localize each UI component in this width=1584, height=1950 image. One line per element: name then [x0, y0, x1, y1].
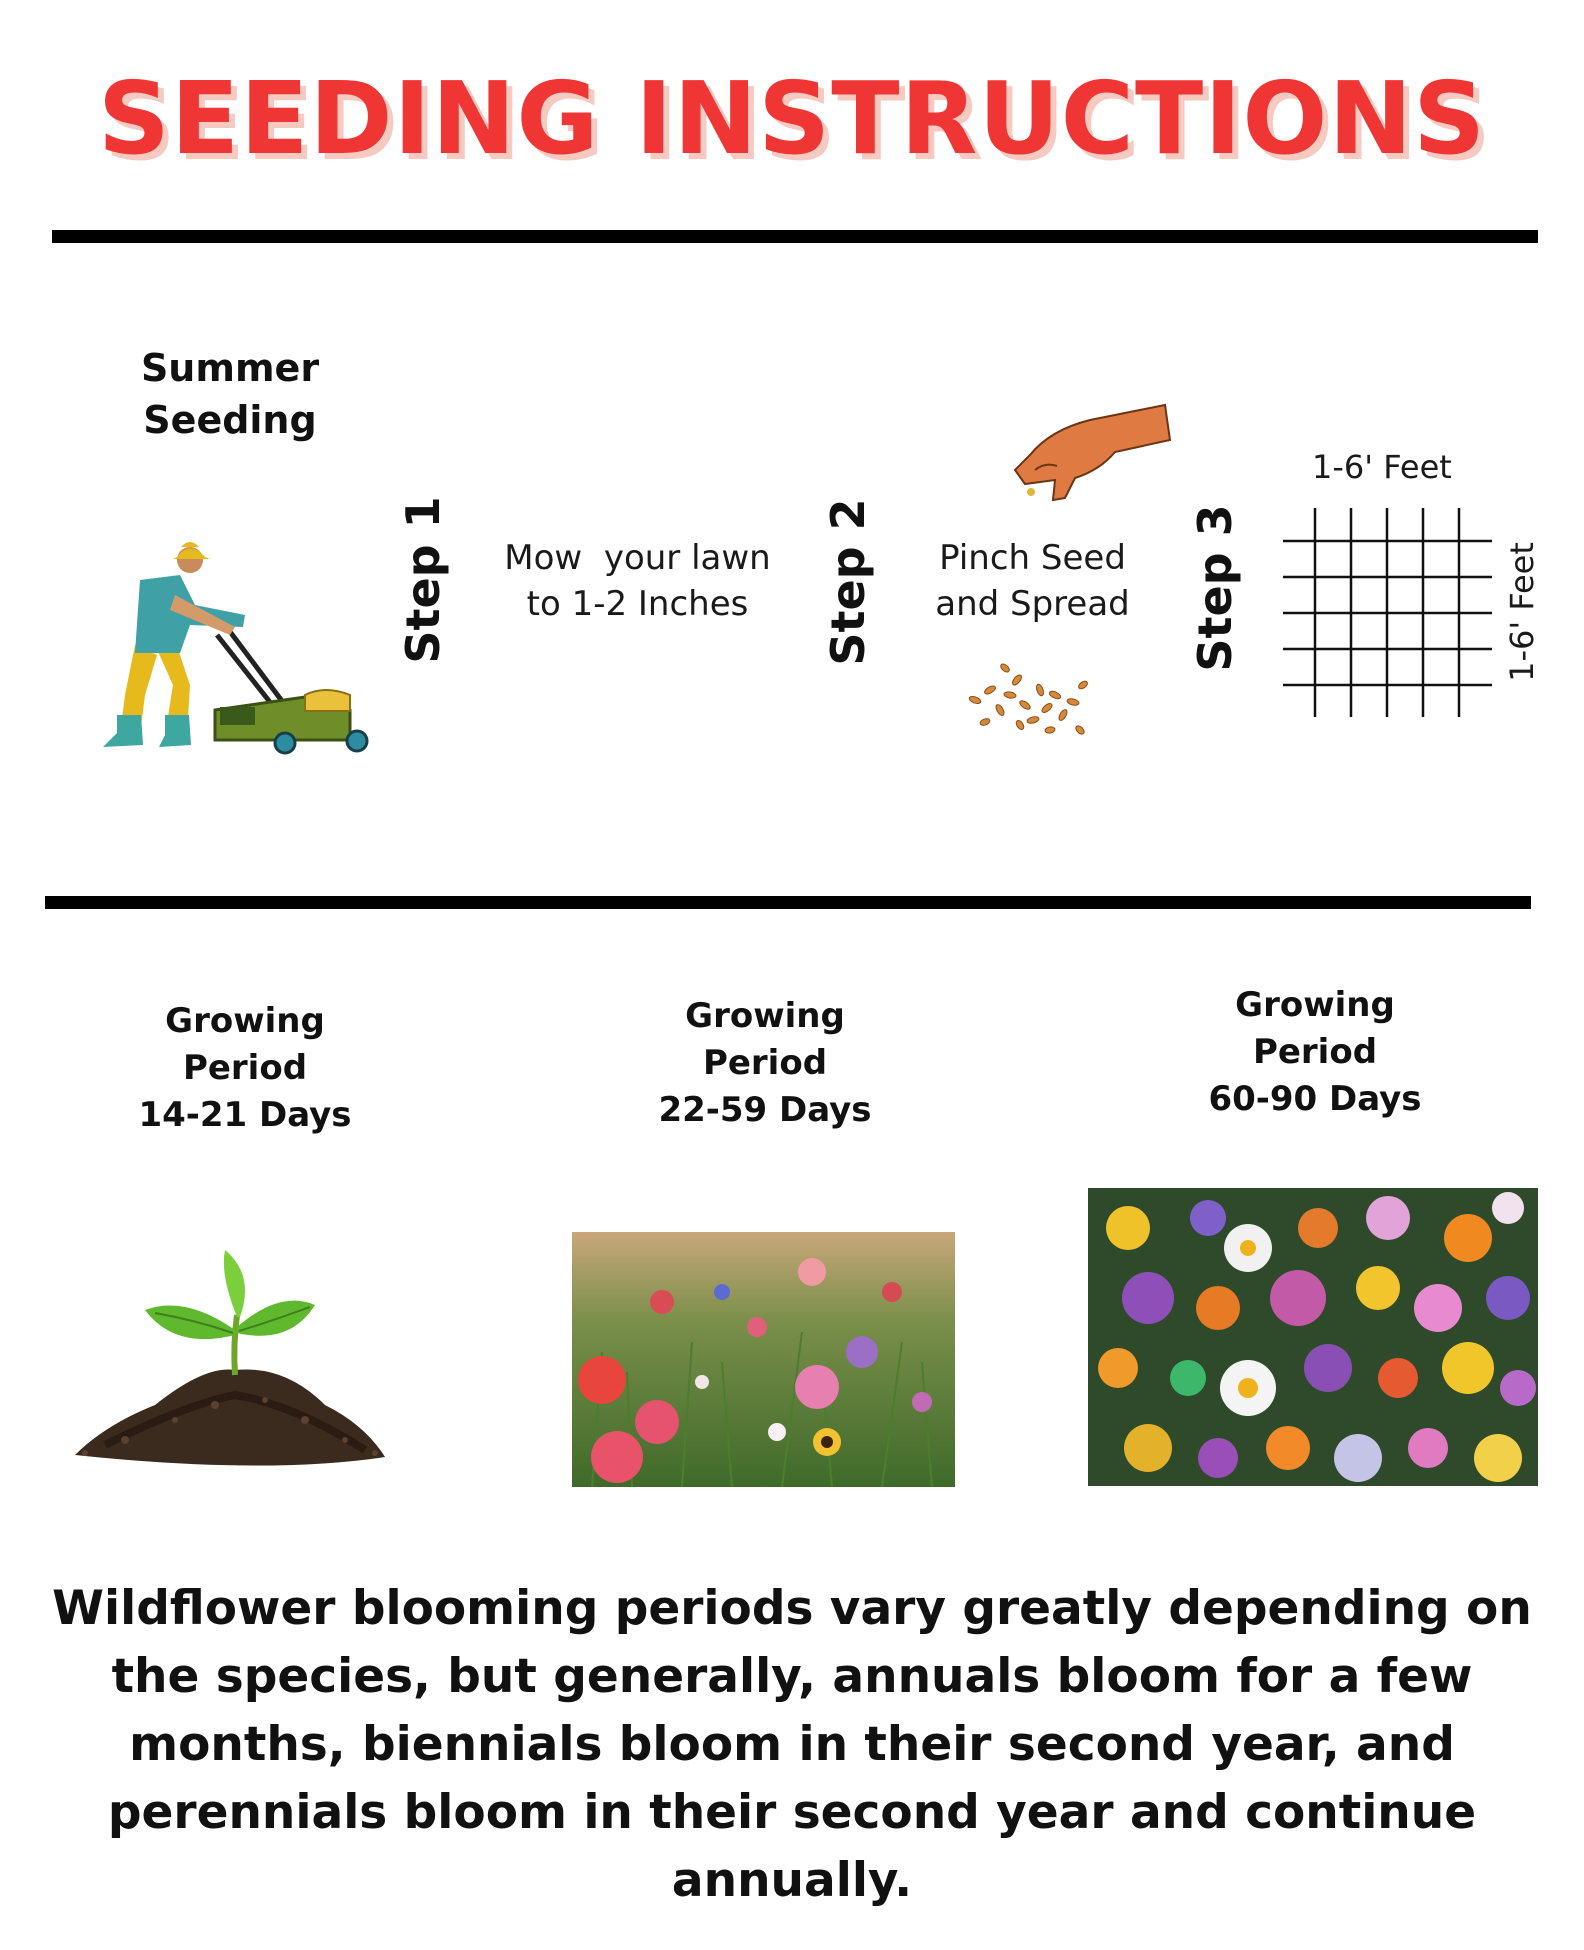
grid-top-label: 1-6' Feet [1312, 448, 1452, 486]
middle-divider [45, 896, 1531, 909]
gp1-days: 14-21 Days [138, 1095, 352, 1135]
step-2-line2: and Spread [935, 584, 1130, 624]
grid-side-label: 1-6' Feet [1503, 542, 1541, 682]
gp3-days: 60-90 Days [1208, 1079, 1422, 1119]
step-2-label: Step 2 [821, 498, 875, 666]
gp1-line1: Growing [165, 1001, 325, 1041]
wildflower-meadow-image [572, 1232, 955, 1487]
growing-period-1-label [85, 998, 405, 1139]
step-1-line1: Mow your lawn [504, 538, 771, 578]
spacing-grid-icon [1280, 505, 1495, 720]
season-label [110, 342, 350, 446]
step-1-label: Step 1 [396, 496, 450, 664]
step-2-line1: Pinch Seed [939, 538, 1126, 578]
gp2-line2: Period [702, 1043, 828, 1083]
growing-period-2-label [605, 993, 925, 1134]
seedling-image [65, 1235, 395, 1475]
gp1-line2: Period [182, 1048, 308, 1088]
step-1-line2: to 1-2 Inches [526, 584, 749, 624]
flower-bouquet-image [1088, 1188, 1538, 1486]
gp3-line1: Growing [1235, 985, 1395, 1025]
footer-note: Wildflower blooming periods vary greatly depending on the species, but generally, annuals bloom for a few months, biennials bloom in their second year, and perennials bloom in their second year and continue annually. [52, 1581, 1532, 1908]
growing-period-3-label [1155, 982, 1475, 1123]
season-line1: Summer [140, 346, 320, 390]
step-1-instruction [480, 535, 795, 627]
gp2-days: 22-59 Days [658, 1090, 872, 1130]
step-3-label: Step 3 [1188, 504, 1242, 672]
seeds-icon [955, 660, 1095, 745]
lawn-mower-icon [95, 535, 380, 755]
top-divider [52, 230, 1538, 243]
hand-pinching-icon [1005, 400, 1175, 505]
season-line2: Seeding [143, 398, 317, 442]
gp3-line2: Period [1252, 1032, 1378, 1072]
gp2-line1: Growing [685, 996, 845, 1036]
page-title: SEEDING INSTRUCTIONS [97, 60, 1487, 177]
step-2-instruction [910, 535, 1155, 627]
